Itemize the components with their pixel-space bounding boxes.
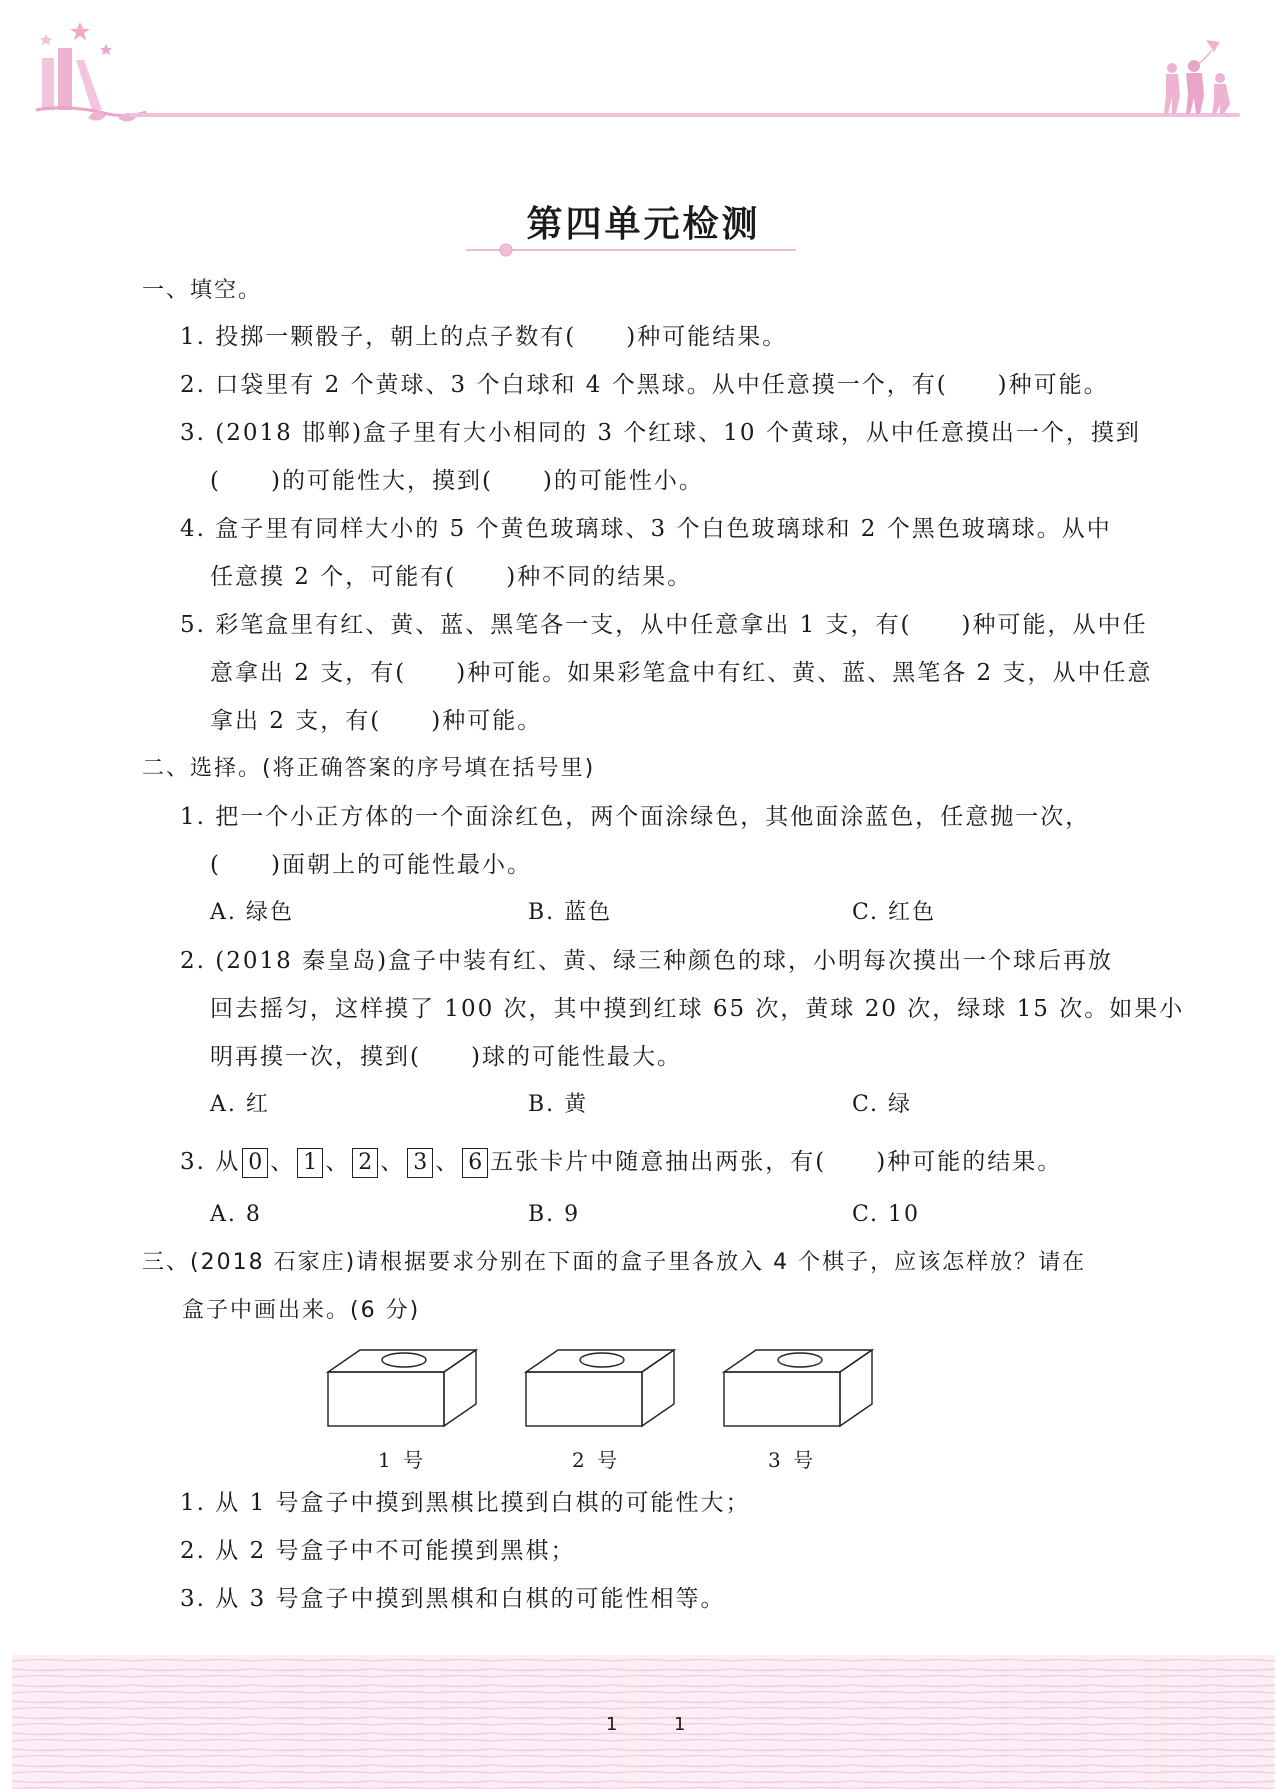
header-children-kite-decoration — [1158, 38, 1242, 116]
section-heading-multiple-choice: 二、选择。(将正确答案的序号填在括号里) — [142, 756, 596, 781]
page-number: 1 — [606, 1714, 618, 1735]
question-line: 2. 口袋里有 2 个黄球、3 个白球和 4 个黑球。从中任意摸一个，有( )种可能。 — [180, 372, 1109, 398]
requirement-line: 3. 从 3 号盒子中摸到黑棋和白棋的可能性相等。 — [180, 1586, 726, 1612]
option-a: A. 绿色 — [210, 900, 294, 925]
question-line: 回去摇匀，这样摸了 100 次，其中摸到红球 65 次，黄球 20 次，绿球 15 次。如果小 — [210, 996, 1185, 1022]
section-heading-drawing-cont: 盒子中画出来。(6 分) — [182, 1298, 421, 1323]
section-heading-fill-in: 一、填空。 — [142, 278, 263, 303]
number-card: 3 — [407, 1148, 433, 1178]
footer-wave-band — [12, 1655, 1275, 1789]
option-b: B. 9 — [528, 1202, 581, 1227]
question-line: 1. 把一个小正方体的一个面涂红色，两个面涂绿色，其他面涂蓝色，任意抛一次， — [180, 804, 1091, 830]
box-label: 3 号 — [768, 1448, 817, 1472]
box-3-drawing — [716, 1348, 876, 1430]
number-card: 2 — [352, 1148, 378, 1178]
box-label: 2 号 — [572, 1448, 621, 1472]
question-line: 意拿出 2 支，有( )种可能。如果彩笔盒中有红、黄、蓝、黑笔各 2 支，从中任意 — [210, 660, 1153, 686]
question-line: 2. (2018 秦皇岛)盒子中装有红、黄、绿三种颜色的球，小明每次摸出一个球后再放 — [180, 948, 1114, 974]
box-label: 1 号 — [378, 1448, 427, 1472]
header-rule — [130, 113, 1240, 117]
header-book-decoration — [28, 18, 158, 128]
page-title: 第四单元检测 — [526, 203, 761, 245]
question-line: 5. 彩笔盒里有红、黄、蓝、黑笔各一支，从中任意拿出 1 支，有( )种可能，从中任 — [180, 612, 1148, 638]
question-line: 1. 投掷一颗骰子，朝上的点子数有( )种可能结果。 — [180, 324, 788, 350]
question-line: 4. 盒子里有同样大小的 5 个黄色玻璃球、3 个白色玻璃球和 2 个黑色玻璃球。从中 — [180, 516, 1112, 542]
option-a: A. 红 — [210, 1092, 270, 1117]
box-1-drawing — [320, 1348, 480, 1430]
question-line: ( )的可能性大，摸到( )的可能性小。 — [210, 468, 704, 494]
option-c: C. 绿 — [852, 1092, 913, 1117]
number-card: 6 — [462, 1148, 488, 1178]
question-line: 任意摸 2 个，可能有( )种不同的结果。 — [210, 564, 693, 590]
number-card: 0 — [242, 1148, 268, 1178]
section-heading-drawing: 三、(2018 石家庄)请根据要求分别在下面的盒子里各放入 4 个棋子，应该怎样放？请在 — [142, 1250, 1087, 1275]
option-a: A. 8 — [210, 1202, 262, 1227]
title-underline-decoration — [466, 243, 796, 257]
option-b: B. 黄 — [528, 1092, 589, 1117]
option-c: C. 红色 — [852, 900, 937, 925]
number-card: 1 — [297, 1148, 323, 1178]
question-line: ( )面朝上的可能性最小。 — [210, 852, 532, 878]
box-2-drawing — [518, 1348, 678, 1430]
question-suffix: 五张卡片中随意抽出两张，有( )种可能的结果。 — [490, 1149, 1063, 1175]
requirement-line: 2. 从 2 号盒子中不可能摸到黑棋； — [180, 1538, 576, 1564]
question-line: 明再摸一次，摸到( )球的可能性最大。 — [210, 1044, 682, 1070]
option-b: B. 蓝色 — [528, 900, 613, 925]
question-line: 拿出 2 支，有( )种可能。 — [210, 708, 543, 734]
question-line-cards: 3. 从 0 、 1 、 2 、 3 、 6 五张卡片中随意抽出两张，有( )种可能的结果。 — [180, 1147, 1062, 1178]
question-line: 3. (2018 邯郸)盒子里有大小相同的 3 个红球、10 个黄球，从中任意摸出一个，摸到 — [180, 420, 1141, 446]
question-prefix: 3. 从 — [180, 1149, 241, 1175]
requirement-line: 1. 从 1 号盒子中摸到黑棋比摸到白棋的可能性大； — [180, 1490, 751, 1516]
option-c: C. 10 — [852, 1202, 921, 1227]
page-number: 1 — [674, 1714, 686, 1735]
